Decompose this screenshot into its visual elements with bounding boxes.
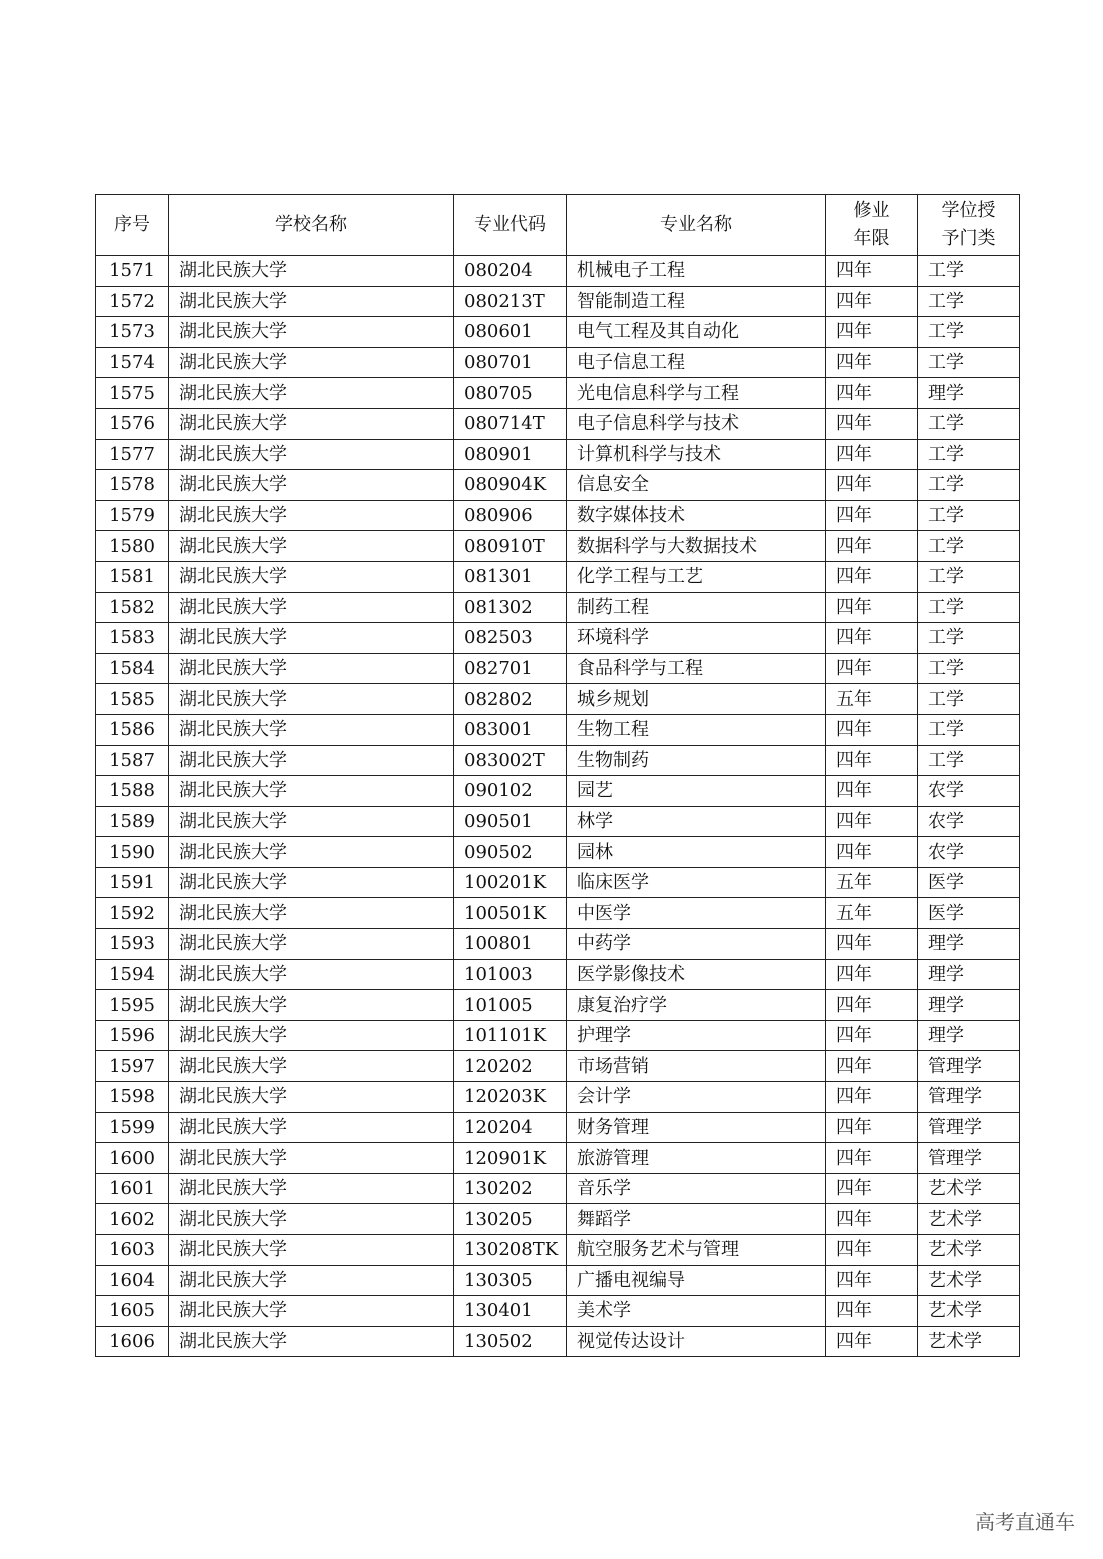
cell-major: 广播电视编导 [567, 1265, 826, 1296]
table-row [96, 1112, 1020, 1143]
table-row [96, 837, 1020, 868]
cell-major: 临床医学 [567, 867, 826, 898]
table-row [96, 1326, 1020, 1357]
cell-major: 护理学 [567, 1020, 826, 1051]
cell-major: 生物制药 [567, 745, 826, 776]
cell-seq: 1603 [96, 1235, 169, 1266]
cell-degree: 医学 [918, 867, 1020, 898]
cell-years: 四年 [826, 1082, 918, 1113]
cell-seq: 1601 [96, 1173, 169, 1204]
cell-degree: 工学 [918, 286, 1020, 317]
cell-seq: 1572 [96, 286, 169, 317]
cell-school: 湖北民族大学 [169, 776, 454, 807]
cell-major: 医学影像技术 [567, 959, 826, 990]
cell-school: 湖北民族大学 [169, 653, 454, 684]
cell-years: 四年 [826, 470, 918, 501]
table-row [96, 1020, 1020, 1051]
cell-years: 四年 [826, 1296, 918, 1327]
cell-major: 机械电子工程 [567, 256, 826, 287]
cell-school: 湖北民族大学 [169, 1020, 454, 1051]
cell-degree: 工学 [918, 408, 1020, 439]
cell-seq: 1591 [96, 867, 169, 898]
table-row [96, 1173, 1020, 1204]
cell-school: 湖北民族大学 [169, 317, 454, 348]
cell-code: 080910T [454, 531, 567, 562]
cell-school: 湖北民族大学 [169, 347, 454, 378]
cell-seq: 1597 [96, 1051, 169, 1082]
cell-seq: 1588 [96, 776, 169, 807]
table-header [96, 195, 1020, 256]
cell-years: 四年 [826, 500, 918, 531]
cell-degree: 工学 [918, 745, 1020, 776]
cell-code: 082701 [454, 653, 567, 684]
cell-degree: 艺术学 [918, 1326, 1020, 1357]
cell-degree: 理学 [918, 378, 1020, 409]
cell-seq: 1596 [96, 1020, 169, 1051]
cell-years: 四年 [826, 623, 918, 654]
cell-years: 四年 [826, 408, 918, 439]
cell-major: 音乐学 [567, 1173, 826, 1204]
cell-years: 四年 [826, 776, 918, 807]
cell-years: 四年 [826, 439, 918, 470]
cell-degree: 工学 [918, 500, 1020, 531]
cell-major: 市场营销 [567, 1051, 826, 1082]
cell-code: 120204 [454, 1112, 567, 1143]
cell-school: 湖北民族大学 [169, 500, 454, 531]
cell-seq: 1598 [96, 1082, 169, 1113]
table-row [96, 317, 1020, 348]
cell-years: 四年 [826, 561, 918, 592]
table-row [96, 898, 1020, 929]
cell-major: 光电信息科学与工程 [567, 378, 826, 409]
cell-school: 湖北民族大学 [169, 1143, 454, 1174]
table-row [96, 714, 1020, 745]
table-row [96, 408, 1020, 439]
cell-degree: 农学 [918, 806, 1020, 837]
cell-major: 食品科学与工程 [567, 653, 826, 684]
cell-degree: 工学 [918, 623, 1020, 654]
cell-years: 四年 [826, 1112, 918, 1143]
cell-major: 园林 [567, 837, 826, 868]
cell-code: 081302 [454, 592, 567, 623]
majors-table [95, 194, 1020, 1357]
cell-code: 082802 [454, 684, 567, 715]
cell-school: 湖北民族大学 [169, 439, 454, 470]
cell-years: 四年 [826, 1204, 918, 1235]
cell-major: 中药学 [567, 929, 826, 960]
cell-school: 湖北民族大学 [169, 1082, 454, 1113]
cell-seq: 1582 [96, 592, 169, 623]
cell-seq: 1583 [96, 623, 169, 654]
cell-major: 航空服务艺术与管理 [567, 1235, 826, 1266]
cell-degree: 艺术学 [918, 1204, 1020, 1235]
cell-code: 100801 [454, 929, 567, 960]
cell-years: 四年 [826, 531, 918, 562]
cell-major: 数据科学与大数据技术 [567, 531, 826, 562]
cell-school: 湖北民族大学 [169, 837, 454, 868]
cell-major: 园艺 [567, 776, 826, 807]
cell-years: 四年 [826, 837, 918, 868]
cell-seq: 1578 [96, 470, 169, 501]
cell-years: 五年 [826, 898, 918, 929]
cell-school: 湖北民族大学 [169, 286, 454, 317]
table-row [96, 1235, 1020, 1266]
cell-seq: 1590 [96, 837, 169, 868]
cell-school: 湖北民族大学 [169, 1296, 454, 1327]
cell-seq: 1579 [96, 500, 169, 531]
table-row [96, 623, 1020, 654]
header-seq: 序号 [96, 195, 169, 256]
cell-major: 林学 [567, 806, 826, 837]
cell-code: 083001 [454, 714, 567, 745]
watermark-text: 高考直通车 [975, 1510, 1075, 1534]
cell-seq: 1593 [96, 929, 169, 960]
cell-school: 湖北民族大学 [169, 806, 454, 837]
table-row [96, 1265, 1020, 1296]
cell-years: 五年 [826, 867, 918, 898]
table-row [96, 531, 1020, 562]
cell-major: 美术学 [567, 1296, 826, 1327]
cell-school: 湖北民族大学 [169, 408, 454, 439]
cell-degree: 工学 [918, 684, 1020, 715]
cell-years: 四年 [826, 653, 918, 684]
cell-school: 湖北民族大学 [169, 1051, 454, 1082]
cell-years: 四年 [826, 1020, 918, 1051]
cell-years: 四年 [826, 1143, 918, 1174]
cell-seq: 1574 [96, 347, 169, 378]
cell-school: 湖北民族大学 [169, 745, 454, 776]
table-row [96, 653, 1020, 684]
cell-years: 四年 [826, 1173, 918, 1204]
cell-major: 电子信息科学与技术 [567, 408, 826, 439]
cell-major: 城乡规划 [567, 684, 826, 715]
cell-code: 080714T [454, 408, 567, 439]
cell-degree: 艺术学 [918, 1265, 1020, 1296]
cell-code: 130208TK [454, 1235, 567, 1266]
cell-years: 四年 [826, 714, 918, 745]
table-row [96, 439, 1020, 470]
cell-seq: 1571 [96, 256, 169, 287]
table-row [96, 959, 1020, 990]
cell-seq: 1587 [96, 745, 169, 776]
cell-major: 智能制造工程 [567, 286, 826, 317]
cell-seq: 1581 [96, 561, 169, 592]
cell-degree: 理学 [918, 1020, 1020, 1051]
cell-major: 旅游管理 [567, 1143, 826, 1174]
cell-code: 090502 [454, 837, 567, 868]
cell-degree: 工学 [918, 256, 1020, 287]
cell-school: 湖北民族大学 [169, 1235, 454, 1266]
cell-years: 四年 [826, 317, 918, 348]
cell-degree: 农学 [918, 837, 1020, 868]
table-row [96, 929, 1020, 960]
cell-seq: 1594 [96, 959, 169, 990]
cell-degree: 管理学 [918, 1112, 1020, 1143]
cell-code: 130305 [454, 1265, 567, 1296]
header-years-line2: 年限 [853, 228, 890, 249]
cell-school: 湖北民族大学 [169, 1173, 454, 1204]
cell-degree: 医学 [918, 898, 1020, 929]
cell-code: 120901K [454, 1143, 567, 1174]
cell-degree: 工学 [918, 561, 1020, 592]
cell-seq: 1606 [96, 1326, 169, 1357]
header-degree-line2: 予门类 [941, 228, 996, 249]
table-row [96, 470, 1020, 501]
cell-degree: 管理学 [918, 1051, 1020, 1082]
cell-code: 080906 [454, 500, 567, 531]
cell-major: 财务管理 [567, 1112, 826, 1143]
header-row [96, 195, 1020, 256]
cell-years: 四年 [826, 592, 918, 623]
cell-code: 080901 [454, 439, 567, 470]
table-row [96, 347, 1020, 378]
cell-code: 081301 [454, 561, 567, 592]
cell-code: 120203K [454, 1082, 567, 1113]
table-row [96, 561, 1020, 592]
cell-school: 湖北民族大学 [169, 929, 454, 960]
cell-major: 制药工程 [567, 592, 826, 623]
table-row [96, 286, 1020, 317]
cell-degree: 工学 [918, 714, 1020, 745]
cell-code: 130502 [454, 1326, 567, 1357]
cell-degree: 工学 [918, 317, 1020, 348]
cell-years: 四年 [826, 286, 918, 317]
cell-major: 数字媒体技术 [567, 500, 826, 531]
cell-major: 中医学 [567, 898, 826, 929]
cell-major: 视觉传达设计 [567, 1326, 826, 1357]
cell-code: 130401 [454, 1296, 567, 1327]
cell-years: 四年 [826, 959, 918, 990]
cell-degree: 管理学 [918, 1082, 1020, 1113]
cell-years: 四年 [826, 1235, 918, 1266]
cell-code: 101005 [454, 990, 567, 1021]
cell-seq: 1605 [96, 1296, 169, 1327]
cell-code: 080213T [454, 286, 567, 317]
cell-degree: 工学 [918, 439, 1020, 470]
header-years-line1: 修业 [853, 200, 890, 221]
cell-school: 湖北民族大学 [169, 531, 454, 562]
header-years [826, 195, 918, 256]
table-row [96, 1204, 1020, 1235]
cell-major: 计算机科学与技术 [567, 439, 826, 470]
header-major: 专业名称 [567, 195, 826, 256]
cell-code: 120202 [454, 1051, 567, 1082]
cell-degree: 理学 [918, 929, 1020, 960]
cell-school: 湖北民族大学 [169, 959, 454, 990]
cell-school: 湖北民族大学 [169, 623, 454, 654]
cell-major: 电子信息工程 [567, 347, 826, 378]
cell-degree: 农学 [918, 776, 1020, 807]
cell-school: 湖北民族大学 [169, 867, 454, 898]
table-row [96, 684, 1020, 715]
cell-years: 四年 [826, 1326, 918, 1357]
cell-school: 湖北民族大学 [169, 1326, 454, 1357]
header-school: 学校名称 [169, 195, 454, 256]
cell-seq: 1585 [96, 684, 169, 715]
cell-degree: 工学 [918, 470, 1020, 501]
cell-seq: 1577 [96, 439, 169, 470]
cell-code: 082503 [454, 623, 567, 654]
cell-seq: 1592 [96, 898, 169, 929]
cell-seq: 1584 [96, 653, 169, 684]
cell-years: 四年 [826, 990, 918, 1021]
cell-school: 湖北民族大学 [169, 378, 454, 409]
cell-years: 四年 [826, 378, 918, 409]
cell-major: 生物工程 [567, 714, 826, 745]
header-degree [918, 195, 1020, 256]
cell-code: 080601 [454, 317, 567, 348]
cell-major: 舞蹈学 [567, 1204, 826, 1235]
table-row [96, 806, 1020, 837]
cell-school: 湖北民族大学 [169, 1265, 454, 1296]
cell-seq: 1589 [96, 806, 169, 837]
table-row [96, 745, 1020, 776]
cell-degree: 理学 [918, 990, 1020, 1021]
cell-years: 五年 [826, 684, 918, 715]
cell-degree: 工学 [918, 531, 1020, 562]
cell-code: 080904K [454, 470, 567, 501]
table-row [96, 867, 1020, 898]
header-degree-line1: 学位授 [941, 200, 996, 221]
cell-school: 湖北民族大学 [169, 561, 454, 592]
cell-major: 化学工程与工艺 [567, 561, 826, 592]
cell-major: 信息安全 [567, 470, 826, 501]
cell-code: 080701 [454, 347, 567, 378]
cell-degree: 理学 [918, 959, 1020, 990]
table-row [96, 500, 1020, 531]
cell-code: 090102 [454, 776, 567, 807]
cell-major: 会计学 [567, 1082, 826, 1113]
cell-code: 090501 [454, 806, 567, 837]
table-row [96, 990, 1020, 1021]
cell-years: 四年 [826, 1051, 918, 1082]
cell-seq: 1576 [96, 408, 169, 439]
cell-years: 四年 [826, 256, 918, 287]
cell-years: 四年 [826, 806, 918, 837]
cell-years: 四年 [826, 1265, 918, 1296]
cell-degree: 工学 [918, 347, 1020, 378]
cell-degree: 艺术学 [918, 1235, 1020, 1266]
table-row [96, 776, 1020, 807]
cell-code: 100501K [454, 898, 567, 929]
cell-code: 101003 [454, 959, 567, 990]
cell-code: 083002T [454, 745, 567, 776]
cell-code: 100201K [454, 867, 567, 898]
cell-school: 湖北民族大学 [169, 1204, 454, 1235]
cell-seq: 1586 [96, 714, 169, 745]
cell-school: 湖北民族大学 [169, 470, 454, 501]
cell-school: 湖北民族大学 [169, 898, 454, 929]
cell-major: 康复治疗学 [567, 990, 826, 1021]
table-row [96, 1082, 1020, 1113]
cell-school: 湖北民族大学 [169, 990, 454, 1021]
cell-seq: 1599 [96, 1112, 169, 1143]
table-row [96, 1296, 1020, 1327]
cell-seq: 1595 [96, 990, 169, 1021]
cell-code: 080204 [454, 256, 567, 287]
cell-degree: 工学 [918, 592, 1020, 623]
cell-code: 080705 [454, 378, 567, 409]
cell-major: 电气工程及其自动化 [567, 317, 826, 348]
cell-seq: 1575 [96, 378, 169, 409]
table-row [96, 1051, 1020, 1082]
cell-years: 四年 [826, 347, 918, 378]
cell-seq: 1573 [96, 317, 169, 348]
cell-code: 130205 [454, 1204, 567, 1235]
cell-seq: 1604 [96, 1265, 169, 1296]
cell-seq: 1602 [96, 1204, 169, 1235]
cell-school: 湖北民族大学 [169, 684, 454, 715]
cell-major: 环境科学 [567, 623, 826, 654]
cell-degree: 工学 [918, 653, 1020, 684]
cell-years: 四年 [826, 745, 918, 776]
table-body [96, 256, 1020, 1357]
cell-school: 湖北民族大学 [169, 592, 454, 623]
cell-code: 101101K [454, 1020, 567, 1051]
cell-years: 四年 [826, 929, 918, 960]
cell-school: 湖北民族大学 [169, 714, 454, 745]
table-row [96, 1143, 1020, 1174]
cell-seq: 1580 [96, 531, 169, 562]
header-code: 专业代码 [454, 195, 567, 256]
cell-school: 湖北民族大学 [169, 1112, 454, 1143]
table-row [96, 378, 1020, 409]
cell-degree: 管理学 [918, 1143, 1020, 1174]
cell-seq: 1600 [96, 1143, 169, 1174]
cell-degree: 艺术学 [918, 1173, 1020, 1204]
table-row [96, 592, 1020, 623]
cell-school: 湖北民族大学 [169, 256, 454, 287]
table-row [96, 256, 1020, 287]
cell-degree: 艺术学 [918, 1296, 1020, 1327]
cell-code: 130202 [454, 1173, 567, 1204]
